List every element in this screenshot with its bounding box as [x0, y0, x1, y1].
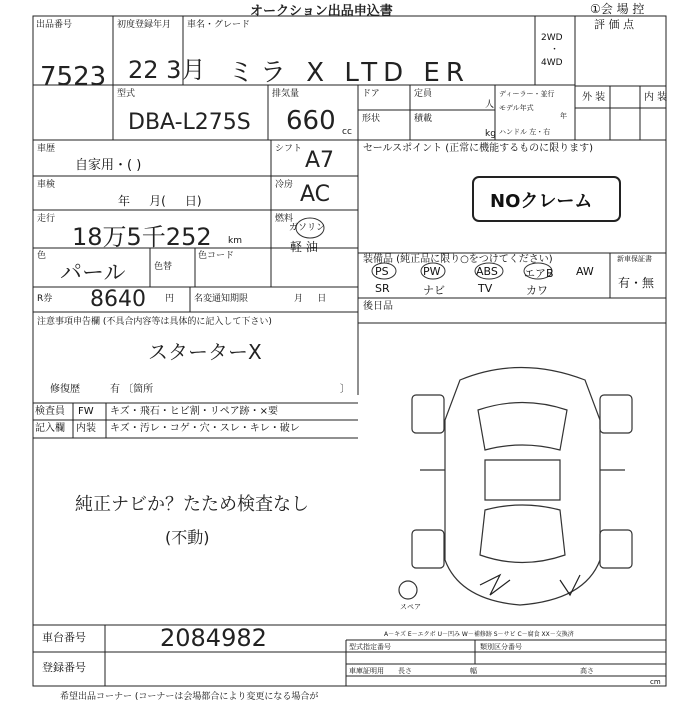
warranty-value: 有・無	[618, 276, 655, 290]
designated-label: 型式指定番号	[349, 643, 391, 651]
cc-value: 660	[286, 106, 336, 136]
color-change-label: 色替	[154, 262, 173, 272]
garage-cert-label: 車庫証明用	[349, 667, 384, 675]
interior-items: キズ・汚レ・コゲ・穴・スレ・キレ・破レ	[110, 423, 300, 434]
exterior-label: 外 装	[582, 92, 606, 103]
shaken-value: 年 月( 日)	[118, 194, 202, 208]
fuel-diesel: 軽 油	[290, 240, 318, 254]
history-label: 車歴	[37, 144, 56, 154]
equip-airbag: エアB	[524, 267, 554, 280]
inspector-label: 検査員	[35, 406, 65, 417]
fuel-label: 燃料	[275, 214, 294, 224]
year-unit: 年	[560, 112, 567, 120]
color-code-label: 色コード	[198, 251, 235, 261]
model-label: 車名・グレード	[187, 20, 251, 30]
chassis-label: 車台番号	[42, 631, 86, 644]
car-diagram	[399, 368, 632, 606]
notes-value: スターターX	[148, 340, 262, 364]
mileage-label: 走行	[37, 214, 56, 224]
history-value: 自家用・( )	[75, 158, 142, 173]
footer-text: 希望出品コーナー (コーナーは会場都合により変更になる場合が	[60, 692, 319, 702]
handwritten-note-line2: (不動)	[165, 528, 210, 547]
load-label: 積載	[414, 114, 433, 124]
shaken-label: 車検	[37, 180, 56, 190]
equipment-label: 装備品 (純正品に限り○をつけてください)	[363, 254, 553, 265]
fw-label: FW	[78, 406, 94, 417]
repair-value: 有 〔箇所	[110, 384, 154, 395]
spare-label: スペア	[400, 603, 421, 611]
first-reg-value: 22 3月	[128, 56, 206, 84]
chassis-value: 2084982	[160, 624, 267, 652]
rticket-unit: 円	[165, 294, 175, 304]
name-change-value: 月 日	[294, 294, 327, 304]
after-items-label: 後日品	[363, 301, 393, 312]
rticket-value: 8640	[90, 287, 146, 312]
model-year-label: モデル年式	[499, 104, 534, 112]
ac-label: 冷房	[275, 180, 294, 190]
cc-unit: cc	[342, 127, 352, 137]
door-label: ドア	[362, 89, 380, 99]
handwritten-note-line1: 純正ナビか？たため検査なし	[75, 494, 309, 515]
eval-label: 評 価 点	[594, 18, 634, 31]
fuel-gas: ガソリン	[289, 223, 326, 233]
height-label: 高さ	[580, 667, 594, 675]
equip-navi: ナビ	[423, 284, 445, 297]
drive-dot: ・	[550, 45, 560, 55]
capacity-label: 定員	[414, 89, 433, 99]
mileage-unit: km	[228, 236, 242, 246]
ac-value: AC	[300, 182, 331, 207]
fw-items: キズ・飛石・ヒビ割・リペア跡・×要	[110, 406, 278, 417]
entry-label: 記入欄	[35, 423, 65, 434]
equip-pw: PW	[423, 265, 441, 278]
mileage-value: 18万5千252	[72, 223, 212, 251]
equip-leather: カワ	[526, 284, 548, 297]
width-label: 幅	[470, 667, 477, 675]
sales-point-label: セールスポイント (正常に機能するものに限ります)	[363, 143, 594, 154]
warranty-label: 新車保証書	[617, 255, 652, 263]
length-label: 長さ	[398, 667, 412, 675]
first-reg-label: 初度登録年月	[117, 20, 172, 30]
reg-number-label: 登録番号	[42, 661, 86, 674]
no-claim-stamp: NOクレーム	[490, 191, 593, 212]
shift-label: シフト	[275, 144, 303, 154]
model-value: ミラ X LTD ER	[228, 58, 470, 88]
damage-legend: A－キズ E－エクボ U－凹み W－補修跡 S－サビ C－腐食 XX－交換済	[384, 631, 574, 638]
drive-4wd: 4WD	[541, 58, 563, 68]
drive-2wd: 2WD	[541, 33, 563, 43]
venue-copy-label: ①会 場 控	[590, 2, 645, 16]
repair-label: 修復歴	[50, 384, 80, 395]
equip-abs: ABS	[476, 265, 498, 278]
handle-label: ハンドル 左・右	[499, 128, 551, 136]
lot-number-label: 出品番号	[36, 20, 73, 30]
shift-value: A7	[305, 148, 335, 173]
interior-label: 内 装	[644, 92, 668, 103]
repair-close: 〕	[340, 384, 350, 395]
form-title: オークション出品申込書	[250, 4, 393, 19]
person-unit: 人	[485, 100, 495, 110]
interior-inspect-label: 内装	[76, 423, 96, 434]
type-label: 型式	[117, 89, 136, 99]
equip-sr: SR	[375, 282, 390, 295]
cm-unit: cm	[650, 678, 661, 686]
type-value: DBA-L275S	[128, 110, 251, 135]
class-label: 類別区分番号	[480, 643, 522, 651]
notes-label: 注意事項申告欄 (不具合内容等は具体的に記入して下さい)	[37, 317, 272, 327]
cc-label: 排気量	[272, 89, 300, 99]
dealer-label: ディーラー・並行	[499, 90, 555, 98]
equip-ps: PS	[375, 265, 389, 278]
equip-tv: TV	[478, 282, 493, 295]
color-value: パール	[60, 261, 126, 286]
lot-number-value: 7523	[40, 62, 107, 92]
shape-label: 形状	[362, 114, 381, 124]
color-label: 色	[37, 251, 47, 261]
rticket-label: R券	[37, 294, 53, 304]
kg-unit: kg	[485, 129, 496, 139]
equip-aw: AW	[576, 265, 594, 278]
name-change-label: 名変通知期限	[194, 294, 249, 304]
